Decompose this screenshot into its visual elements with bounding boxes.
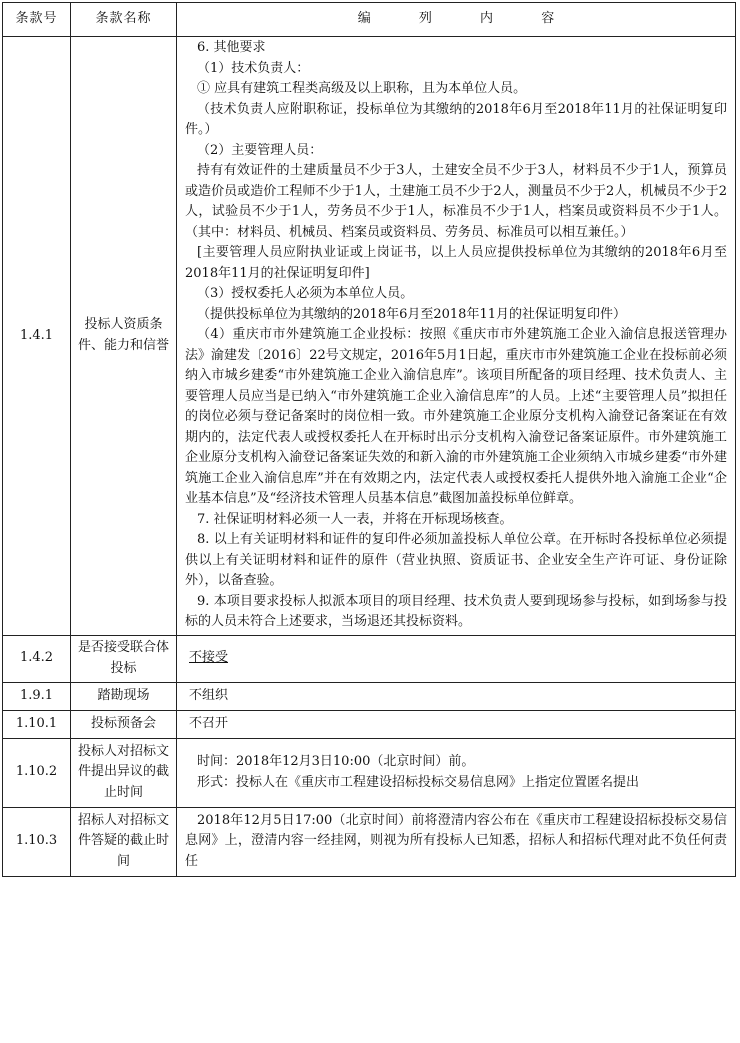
clause-content — [177, 710, 736, 738]
clause-name: 投标人资质条件、能力和信誉 — [71, 37, 177, 636]
clause-name: 投标预备会 — [71, 710, 177, 738]
content-paragraph: （3）授权委托人必须为本单位人员。 — [197, 286, 414, 301]
table-row — [3, 37, 736, 636]
clause-name: 招标人对招标文件答疑的截止时间 — [71, 807, 177, 876]
header-clause-name: 条款名称 — [71, 3, 177, 37]
content-paragraph: （技术负责人应附职称证，投标单位为其缴纳的2018年6月至2018年11月的社保证明复印件。） — [185, 101, 727, 137]
content-paragraph: （2）主要管理人员： — [197, 142, 323, 158]
content-paragraph: [主要管理人员应附执业证或上岗证书，以上人员应提供投标单位为其缴纳的2018年6月至2018年11月的社保证明复印件] — [185, 245, 727, 281]
table-row — [3, 738, 736, 807]
clause-content — [177, 738, 736, 807]
header-content: 编 列 内 容 — [177, 3, 736, 37]
content-value: 不召开 — [189, 715, 229, 731]
clause-number: 1.10.1 — [3, 710, 71, 738]
content-paragraph: 7. 社保证明材料必须一人一表，并将在开标现场核查。 — [197, 511, 513, 527]
clause-name: 是否接受联合体投标 — [71, 635, 177, 682]
content-paragraph: 8. 以上有关证明材料和证件的复印件必须加盖投标人单位公章。在开标时各投标单位必须提供以上有关证明材料和证件的原件（营业执照、资质证书、企业安全生产许可证、身份证除外），以备查验。 — [185, 532, 727, 588]
table-row — [3, 807, 736, 876]
table-header-row — [3, 3, 736, 37]
clause-content — [177, 635, 736, 682]
clause-number: 1.4.2 — [3, 635, 71, 682]
clause-name: 投标人对招标文件提出异议的截止时间 — [71, 738, 177, 807]
clause-content — [177, 682, 736, 710]
content-paragraph: 形式：投标人在《重庆市工程建设招标投标交易信息网》上指定位置匿名提出 — [197, 774, 640, 790]
content-value: 不组织 — [189, 687, 229, 703]
table-row — [3, 682, 736, 710]
header-clause-number: 条款号 — [3, 3, 71, 37]
clause-content — [177, 807, 736, 876]
clause-number: 1.10.2 — [3, 738, 71, 807]
clause-number: 1.9.1 — [3, 682, 71, 710]
content-value: 不接受 — [189, 650, 229, 666]
clause-table — [2, 2, 736, 877]
content-paragraph: 时间：2018年12月3日10:00（北京时间）前。 — [197, 754, 475, 769]
content-paragraph: （提供投标单位为其缴纳的2018年6月至2018年11月的社保证明复印件） — [197, 306, 626, 322]
content-paragraph: 9. 本项目要求投标人拟派本项目的项目经理、技术负责人要到现场参与投标，如到场参与投标的人员未符合上述要求，当场退还其投标资料。 — [185, 593, 727, 629]
content-paragraph: （4）重庆市市外建筑施工企业投标：按照《重庆市市外建筑施工企业入渝信息报送管理办法》渝建发〔2016〕22号文规定，2016年5月1日起，重庆市市外建筑施工企业在投标前必须纳入市城乡建委“市外建筑施工企业入渝信息库”。该项目所配备的项目经理、技术负责人、主要管理人员应当是已纳入“市外建筑施工企业入渝信息库”的人员。上述“主要管理人员”拟担任的岗位必须与登记备案时的岗位相一致。市外建筑施工企业原分支机构入渝登记备案证在有效期内的，法定代表人或授权委托人在开标时出示分支机构入渝登记备案证原件。市外建筑施工企业原分支机构入渝登记备案证失效的和新入渝的市外建筑施工企业须纳入市城乡建委“市外建筑施工企业入渝信息库”并在有效期之内，法定代表人或授权委托人提供外地入渝施工企业“企业基本信息”及“经济技术管理人员基本信息”截图加盖投标单位鲜章。 — [185, 327, 727, 506]
clause-number: 1.10.3 — [3, 807, 71, 876]
content-paragraph: 2018年12月5日17:00（北京时间）前将澄清内容公布在《重庆市工程建设招标投标交易信息网》上，澄清内容一经挂网，则视为所有投标人已知悉，招标人和招标代理对此不负任何责任 — [185, 812, 727, 869]
content-paragraph: 6. 其他要求 — [197, 40, 266, 55]
table-row — [3, 635, 736, 682]
content-paragraph: （1）技术负责人： — [197, 60, 310, 76]
clause-content — [177, 37, 736, 636]
table-row — [3, 710, 736, 738]
clause-number: 1.4.1 — [3, 37, 71, 636]
content-paragraph: ① 应具有建筑工程类高级及以上职称，且为本单位人员。 — [197, 81, 527, 96]
clause-name: 踏勘现场 — [71, 682, 177, 710]
content-paragraph: 持有有效证件的土建质量员不少于3人，土建安全员不少于3人，材料员不少于1人，预算员或造价员或造价工程师不少于1人，土建施工员不少于2人，测量员不少于2人，机械员不少于2人，试验员不少于1人，劳务员不少于1人，标准员不少于1人，档案员或资料员不少于1人。（其中：材料员、机械员、档案员或资料员、劳务员、标准员可以相互兼任。） — [185, 163, 727, 240]
